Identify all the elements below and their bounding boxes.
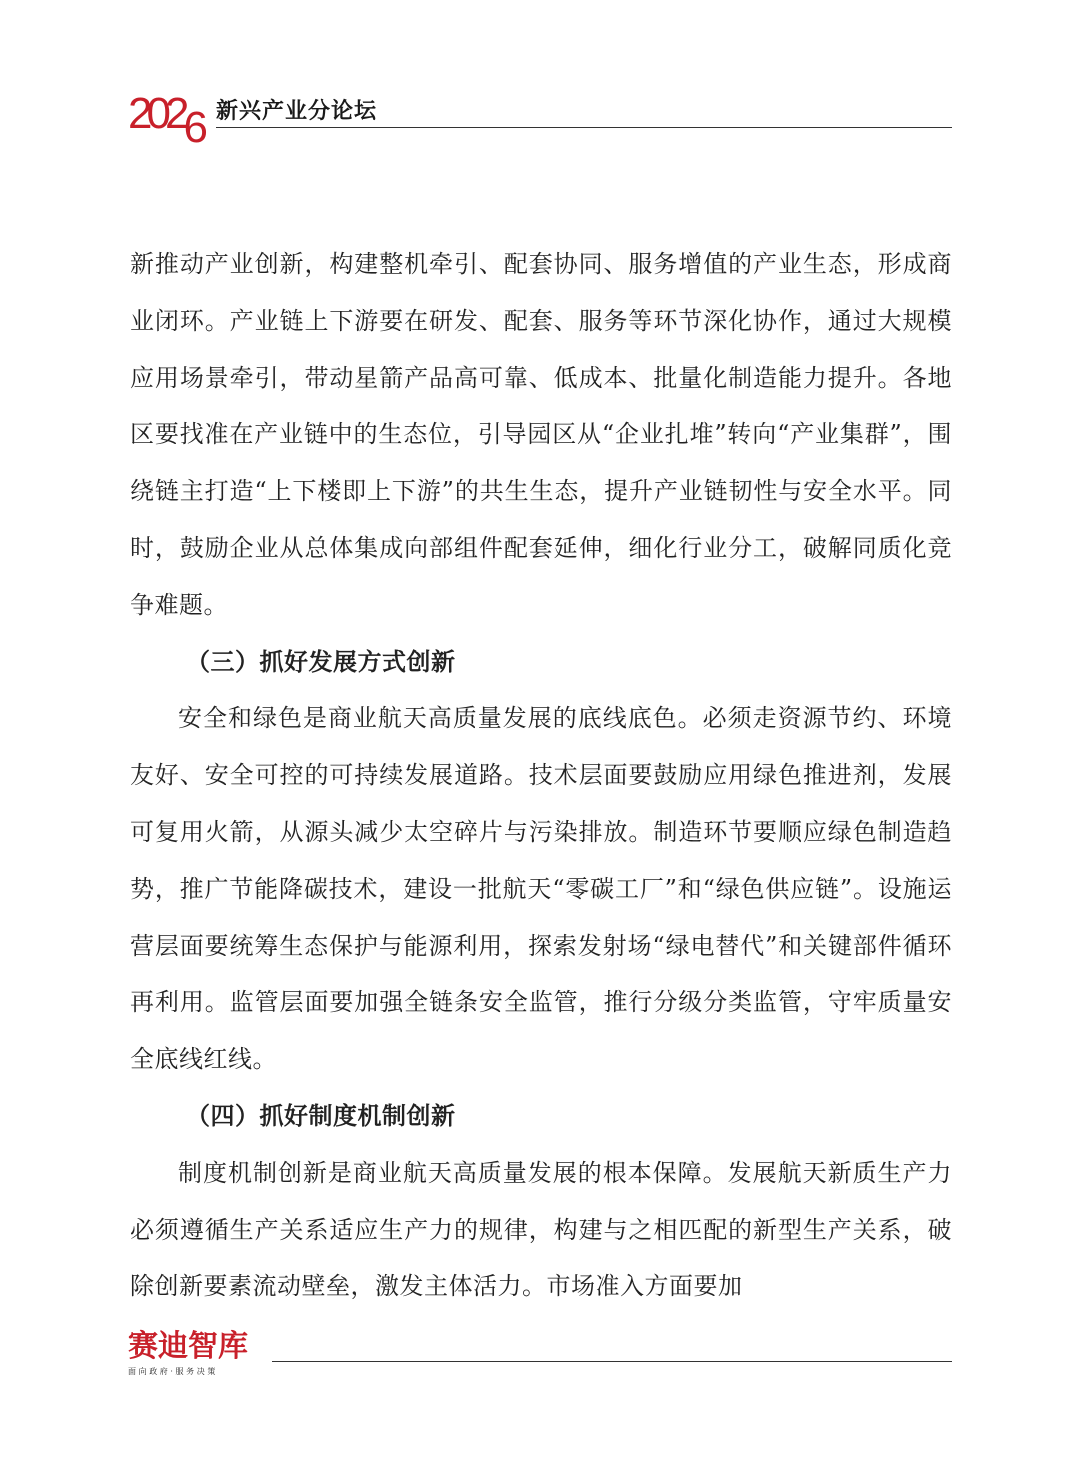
year-digit-2b: 2 (164, 89, 184, 138)
article-body (130, 236, 952, 1315)
section-heading-institutional: （四）抓好制度机制创新 (186, 1100, 456, 1130)
paragraph-institutional: 制度机制创新是商业航天高质量发展的根本保障。发展航天新质生产力必须遵循生产关系适应生产力的规律，构建与之相匹配的新型生产关系，破除创新要素流动壁垒，激发主体活力。市场准入方面要加 (130, 1158, 952, 1301)
brand-slogan: 面向政府·服务决策 (128, 1367, 218, 1376)
page-footer (128, 1330, 952, 1380)
year-digit-6: 6 (183, 103, 202, 152)
year-digit-2a: 2 (128, 89, 147, 138)
paragraph-green-safety: 安全和绿色是商业航天高质量发展的底线底色。必须走资源节约、环境友好、安全可控的可持续发展道路。技术层面要鼓励应用绿色推进剂，发展可复用火箭，从源头减少太空碎片与污染排放。制造环节要顺应绿色制造趋势，推广节能降碳技术，建设一批航天“零碳工厂”和“绿色供应链”。设施运营层面要统筹生态保护与能源利用，探索发射场“绿电替代”和关键部件循环再利用。监管层面要加强全链条安全监管，推行分级分类监管，守牢质量安全底线红线。 (130, 704, 952, 1074)
header-divider (216, 127, 952, 128)
footer-divider (272, 1361, 952, 1362)
forum-title: 新兴产业分论坛 (216, 99, 378, 124)
ccid-brand-logo: 赛迪智库 (128, 1329, 248, 1364)
year-logo (128, 89, 202, 152)
page-header (128, 88, 952, 152)
paragraph-ecosystem: 新推动产业创新，构建整机牵引、配套协同、服务增值的产业生态，形成商业闭环。产业链上下游要在研发、配套、服务等环节深化协作，通过大规模应用场景牵引，带动星箭产品高可靠、低成本、批量化制造能力提升。各地区要找准在产业链中的生态位，引导园区从“企业扎堆”转向“产业集群”，围绕链主打造“上下楼即上下游”的共生生态，提升产业链韧性与安全水平。同时，鼓励企业从总体集成向部组件配套延伸，细化行业分工，破解同质化竞争难题。 (130, 250, 952, 619)
section-heading-development-mode: （三）抓好发展方式创新 (186, 646, 456, 676)
year-digit-0: 0 (146, 89, 165, 138)
